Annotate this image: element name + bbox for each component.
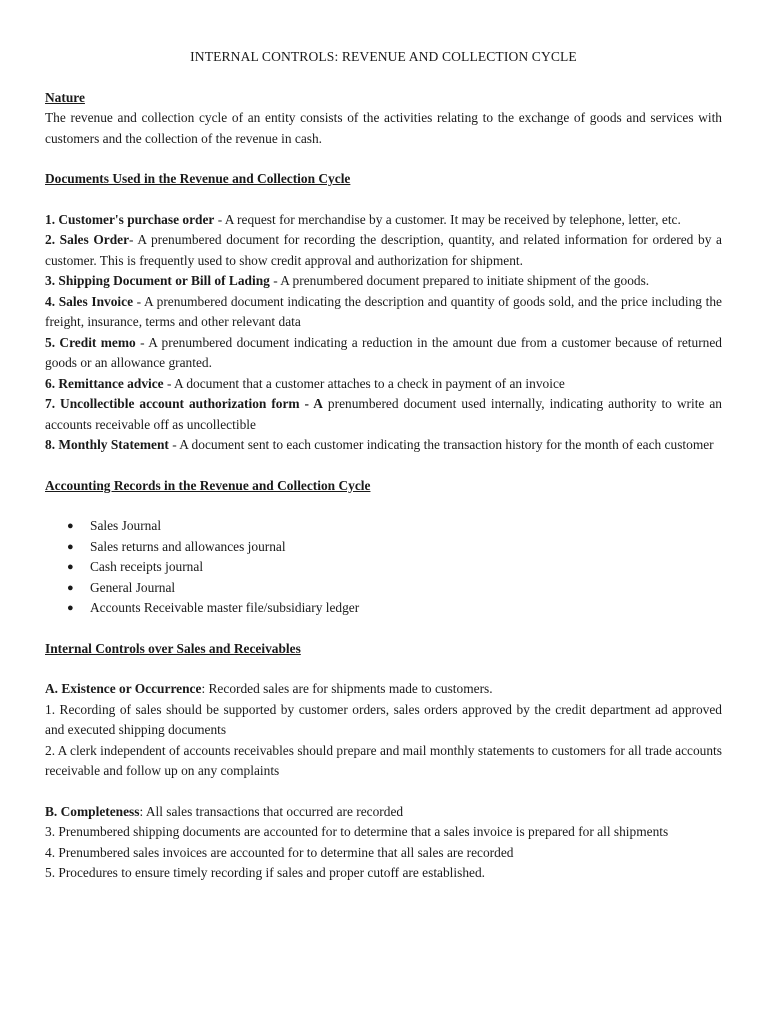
document-description: prenumbered document used internally, indicating authority to write an accounts receivable off as uncollectible: [45, 396, 722, 432]
record-label: Accounts Receivable master file/subsidiary ledger: [90, 600, 360, 615]
document-separator: -: [135, 334, 149, 350]
assertion-description: : All sales transactions that occurred are recorded: [139, 803, 404, 819]
document-term: 5. Credit memo: [45, 334, 136, 350]
assertion-description: : Recorded sales are for shipments made to customers.: [201, 681, 493, 696]
document-item: [45, 271, 722, 292]
nature-heading: Nature: [45, 89, 85, 105]
documents-heading: Documents Used in the Revenue and Collection Cycle: [45, 171, 351, 186]
spacer: [45, 456, 722, 476]
spacer: [45, 782, 722, 802]
list-item: [67, 598, 722, 619]
document-page: [45, 47, 722, 884]
list-item: [67, 537, 722, 558]
spacer: [45, 149, 722, 169]
control-item: 4. Prenumbered sales invoices are accounted for to determine that all sales are recorded: [45, 844, 514, 860]
document-description: A request for merchandise by a customer. It may be received by telephone, letter, etc.: [224, 211, 681, 227]
document-separator: -: [168, 437, 180, 452]
control-assertion-a: [45, 679, 722, 700]
assertion-term: B. Completeness: [45, 803, 140, 819]
bullet-icon: ●: [67, 602, 74, 614]
document-separator: -: [129, 232, 138, 247]
record-label: General Journal: [90, 579, 176, 595]
document-description: A prenumbered document indicating a reduction in the amount due from a customer because of returned goods or an allowance granted.: [45, 334, 722, 370]
document-item: [45, 394, 722, 435]
document-description: A prenumbered document indicating the description and quantity of goods sold, and the price including the freight, insurance, terms and other relevant data: [45, 293, 722, 329]
document-term: 4. Sales Invoice: [45, 293, 134, 309]
list-item: [67, 557, 722, 578]
control-assertion-b: [45, 802, 722, 823]
document-description: A document that a customer attaches to a check in payment of an invoice: [174, 375, 565, 391]
control-item: 3. Prenumbered shipping documents are accounted for to determine that a sales invoice is prepared for all shipments: [45, 824, 669, 839]
records-list: [45, 516, 722, 619]
document-description: A prenumbered document for recording the description, quantity, and related information for ordered by a customer. This is frequently used to show credit approval and authorization for shipment.: [45, 232, 722, 268]
spacer: [45, 496, 722, 516]
assertion-term: A. Existence or Occurrence: [45, 681, 202, 696]
document-term: 7. Uncollectible account authorization form - A: [45, 396, 323, 411]
document-item: [45, 374, 722, 395]
bullet-icon: ●: [67, 520, 74, 532]
record-label: Sales Journal: [90, 518, 162, 533]
document-term: 1. Customer's purchase order: [45, 211, 215, 227]
document-term: 6. Remittance advice: [45, 375, 164, 391]
control-item: 2. A clerk independent of accounts receivables should prepare and mail monthly statements to customers for all trade accounts receivable and follow up on any complaints: [45, 742, 722, 778]
document-description: A document sent to each customer indicating the transaction history for the month of each customer: [179, 437, 714, 452]
controls-heading: Internal Controls over Sales and Receivables: [45, 640, 301, 656]
document-separator: -: [269, 273, 281, 288]
document-description: A prenumbered document prepared to initiate shipment of the goods.: [280, 273, 650, 288]
document-title: INTERNAL CONTROLS: REVENUE AND COLLECTION CYCLE: [190, 49, 577, 64]
record-label: Cash receipts journal: [90, 559, 204, 574]
spacer: [45, 619, 722, 639]
spacer: [45, 659, 722, 679]
nature-text: The revenue and collection cycle of an entity consists of the activities relating to the exchange of goods and services with customers and the collection of the revenue in cash.: [45, 110, 722, 146]
document-separator: -: [214, 211, 225, 227]
document-term: 2. Sales Order: [45, 232, 130, 247]
list-item: [67, 578, 722, 599]
bullet-icon: ●: [67, 540, 74, 553]
document-item: [45, 210, 722, 231]
document-item: [45, 435, 722, 456]
document-separator: -: [133, 293, 145, 309]
document-separator: -: [163, 375, 175, 391]
records-heading: Accounting Records in the Revenue and Collection Cycle: [45, 477, 371, 493]
document-term: 3. Shipping Document or Bill of Lading: [45, 273, 270, 288]
record-label: Sales returns and allowances journal: [90, 538, 286, 554]
bullet-icon: ●: [67, 561, 74, 573]
bullet-icon: ●: [67, 581, 74, 594]
document-item: [45, 292, 722, 333]
control-item: 1. Recording of sales should be supported by customer orders, sales orders approved by the credit department ad approved and executed shipping documents: [45, 701, 722, 737]
document-item: [45, 230, 722, 271]
documents-list: [45, 210, 722, 456]
list-item: [67, 516, 722, 537]
document-term: 8. Monthly Statement: [45, 437, 169, 452]
document-item: [45, 333, 722, 374]
control-item: 5. Procedures to ensure timely recording if sales and proper cutoff are established.: [45, 865, 486, 880]
spacer: [45, 190, 722, 210]
